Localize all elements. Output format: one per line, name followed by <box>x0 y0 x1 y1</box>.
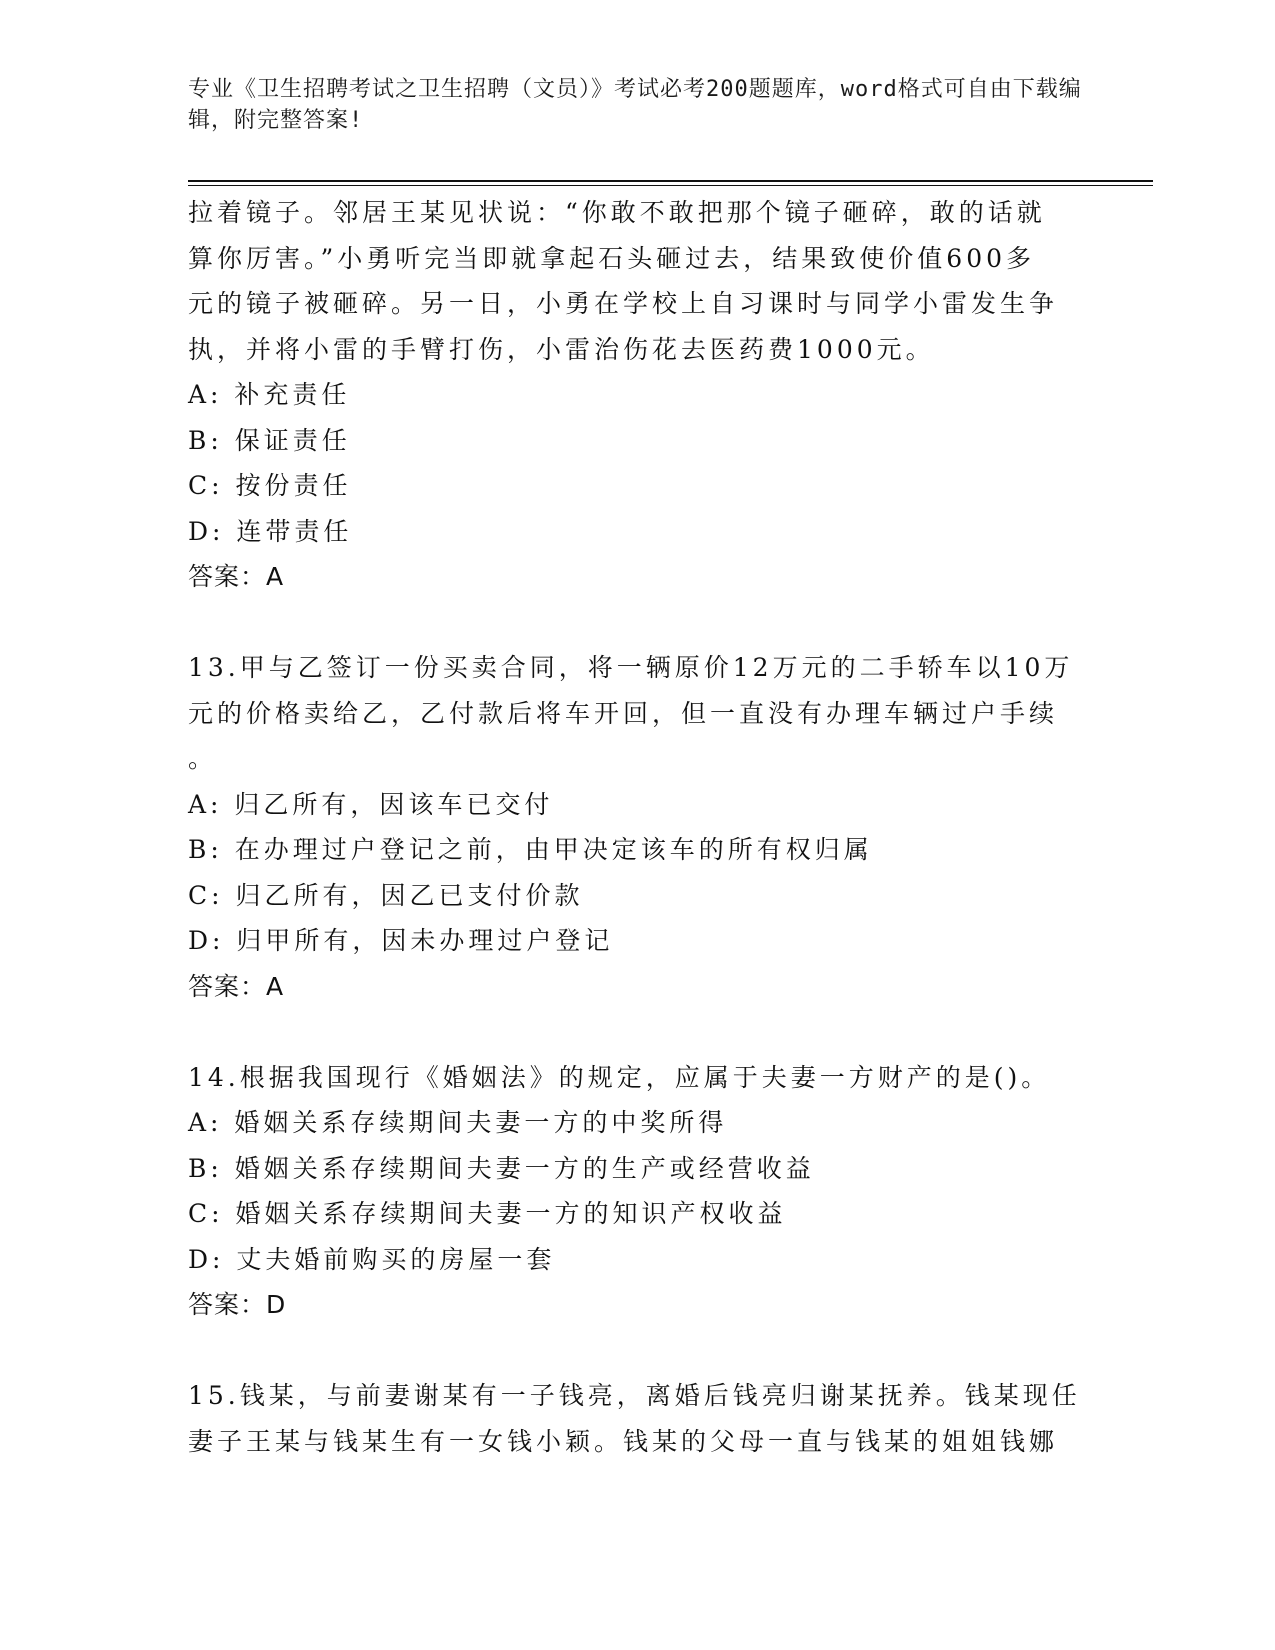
question-text-line: 元的镜子被砸碎。另一日，小勇在学校上自习课时与同学小雷发生争 <box>188 289 1059 318</box>
header-divider <box>188 180 1153 186</box>
option-d: D: 连带责任 <box>188 516 353 546</box>
answer: 答案：A <box>188 971 285 1001</box>
page-header <box>188 74 1088 136</box>
document-title: 专业《卫生招聘考试之卫生招聘（文员）》考试必考200题题库，word格式可自由下载编辑，附完整答案! <box>188 77 1082 133</box>
question-15 <box>188 1373 1088 1464</box>
document-body <box>188 190 1088 1464</box>
question-text-line: 妻子王某与钱某生有一女钱小颖。钱某的父母一直与钱某的姐姐钱娜 <box>188 1426 1059 1456</box>
answer: 答案：A <box>188 562 285 591</box>
answer: 答案：D <box>188 1290 287 1319</box>
option-b: B: 婚姻关系存续期间夫妻一方的生产或经营收益 <box>188 1153 815 1183</box>
question-text-line: 。 <box>188 744 218 773</box>
question-14 <box>188 1055 1088 1328</box>
option-c: C: 归乙所有，因乙已支付价款 <box>188 880 584 910</box>
question-text-line: 拉着镜子。邻居王某见状说：“你敢不敢把那个镜子砸碎，敢的话就 <box>188 198 1046 227</box>
question-text-line: 14.根据我国现行《婚姻法》的规定，应属于夫妻一方财产的是()。 <box>188 1062 1051 1092</box>
option-a: A: 婚姻关系存续期间夫妻一方的中奖所得 <box>188 1108 728 1137</box>
option-b: B: 在办理过户登记之前，由甲决定该车的所有权归属 <box>188 835 873 864</box>
spacer <box>188 600 1088 646</box>
option-a: A: 归乙所有，因该车已交付 <box>188 789 554 819</box>
option-c: C: 按份责任 <box>188 471 352 500</box>
question-text-line: 执，并将小雷的手臂打伤，小雷治伤花去医药费1000元。 <box>188 334 935 364</box>
option-d: D: 丈夫婚前购买的房屋一套 <box>188 1244 556 1274</box>
question-text-line: 算你厉害。”小勇听完当即就拿起石头砸过去，结果致使价值600多 <box>188 243 1036 273</box>
option-c: C: 婚姻关系存续期间夫妻一方的知识产权收益 <box>188 1199 787 1228</box>
spacer <box>188 1009 1088 1055</box>
question-12 <box>188 190 1088 600</box>
spacer <box>188 1328 1088 1374</box>
question-text-line: 元的价格卖给乙，乙付款后将车开回，但一直没有办理车辆过户手续 <box>188 698 1059 728</box>
question-13 <box>188 645 1088 1009</box>
option-b: B: 保证责任 <box>188 425 351 455</box>
option-a: A: 补充责任 <box>188 380 351 409</box>
question-text-line: 15.钱某，与前妻谢某有一子钱亮，离婚后钱亮归谢某抚养。钱某现任 <box>188 1381 1081 1410</box>
question-text-line: 13.甲与乙签订一份买卖合同，将一辆原价12万元的二手轿车以10万 <box>188 653 1074 682</box>
option-d: D: 归甲所有，因未办理过户登记 <box>188 926 614 955</box>
